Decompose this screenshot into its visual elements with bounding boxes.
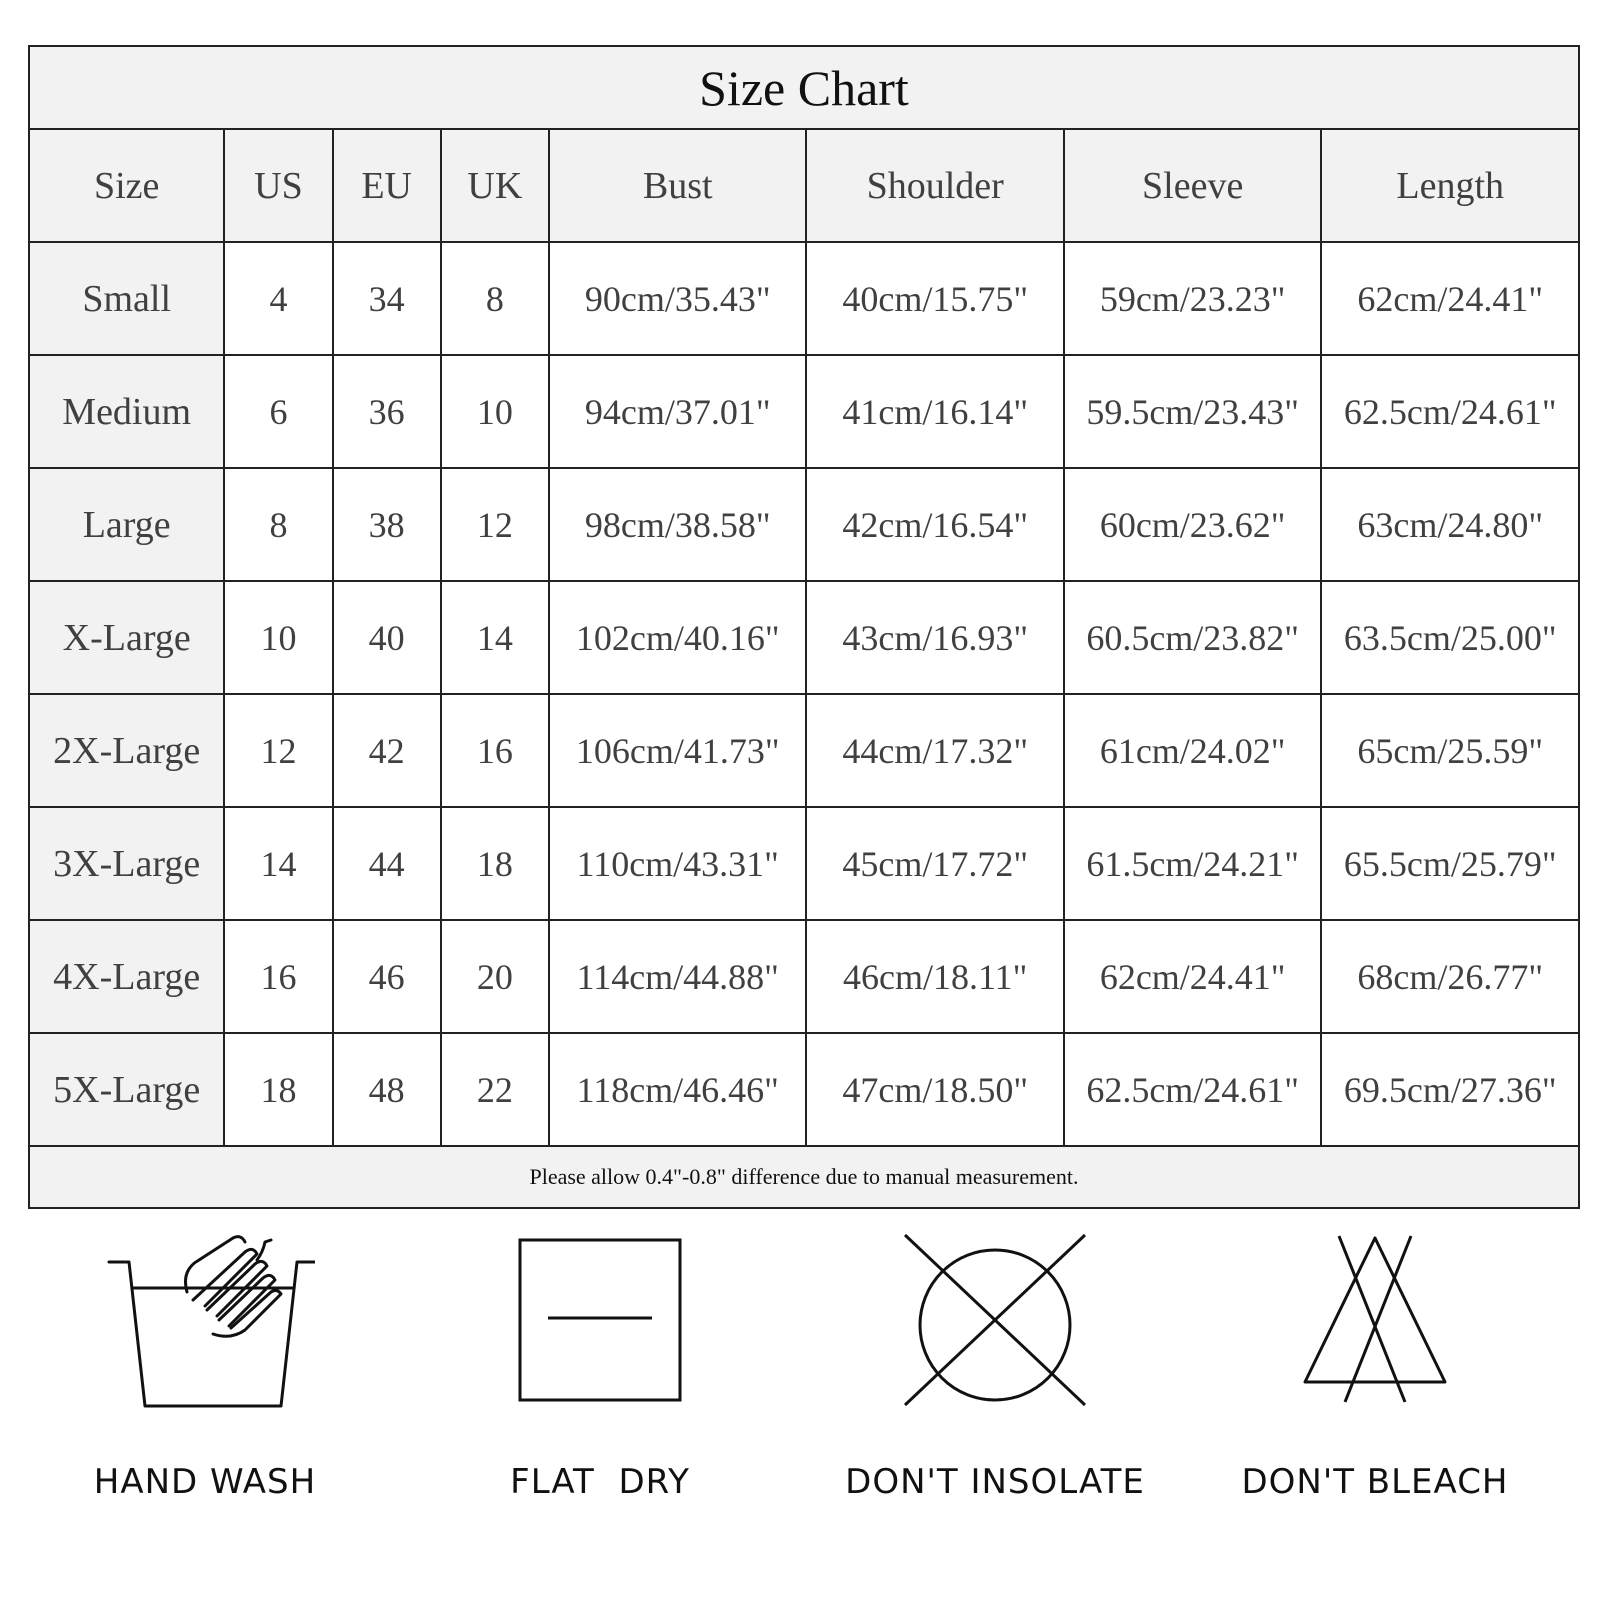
- measurement-note: Please allow 0.4"-0.8" difference due to manual measurement.: [29, 1146, 1579, 1208]
- sleeve-cell: 62cm/24.41": [1064, 920, 1321, 1033]
- us-cell: 14: [224, 807, 332, 920]
- eu-cell: 34: [333, 242, 441, 355]
- care-dont-bleach: [1205, 1230, 1545, 1550]
- care-flat-dry: [430, 1230, 770, 1550]
- us-cell: 8: [224, 468, 332, 581]
- table-row: [29, 807, 1579, 920]
- table-row: [29, 920, 1579, 1033]
- bust-cell: 102cm/40.16": [549, 581, 806, 694]
- us-cell: 4: [224, 242, 332, 355]
- uk-cell: 8: [441, 242, 549, 355]
- size-chart-table: [28, 45, 1580, 1209]
- length-cell: 63.5cm/25.00": [1321, 581, 1579, 694]
- care-label-hand-wash: HAND WASH: [93, 1462, 317, 1502]
- length-cell: 65.5cm/25.79": [1321, 807, 1579, 920]
- eu-cell: 36: [333, 355, 441, 468]
- size-cell: Medium: [29, 355, 224, 468]
- bust-cell: 110cm/43.31": [549, 807, 806, 920]
- shoulder-cell: 43cm/16.93": [806, 581, 1063, 694]
- size-chart-title: Size Chart: [29, 46, 1579, 129]
- uk-cell: 16: [441, 694, 549, 807]
- header-us: US: [224, 129, 332, 242]
- table-row: [29, 355, 1579, 468]
- eu-cell: 48: [333, 1033, 441, 1146]
- us-cell: 12: [224, 694, 332, 807]
- sleeve-cell: 62.5cm/24.61": [1064, 1033, 1321, 1146]
- uk-cell: 10: [441, 355, 549, 468]
- size-cell: 5X-Large: [29, 1033, 224, 1146]
- sleeve-cell: 60cm/23.62": [1064, 468, 1321, 581]
- care-dont-insolate: [825, 1230, 1165, 1550]
- size-cell: 2X-Large: [29, 694, 224, 807]
- shoulder-cell: 40cm/15.75": [806, 242, 1063, 355]
- care-label-dont-bleach: DON'T BLEACH: [1241, 1462, 1509, 1502]
- bust-cell: 118cm/46.46": [549, 1033, 806, 1146]
- shoulder-cell: 47cm/18.50": [806, 1033, 1063, 1146]
- us-cell: 10: [224, 581, 332, 694]
- care-hand-wash: [35, 1230, 375, 1550]
- eu-cell: 38: [333, 468, 441, 581]
- header-eu: EU: [333, 129, 441, 242]
- note-row: [29, 1146, 1579, 1208]
- us-cell: 18: [224, 1033, 332, 1146]
- uk-cell: 20: [441, 920, 549, 1033]
- length-cell: 69.5cm/27.36": [1321, 1033, 1579, 1146]
- sleeve-cell: 61cm/24.02": [1064, 694, 1321, 807]
- bust-cell: 98cm/38.58": [549, 468, 806, 581]
- length-cell: 65cm/25.59": [1321, 694, 1579, 807]
- shoulder-cell: 46cm/18.11": [806, 920, 1063, 1033]
- table-row: [29, 1033, 1579, 1146]
- eu-cell: 44: [333, 807, 441, 920]
- sleeve-cell: 60.5cm/23.82": [1064, 581, 1321, 694]
- uk-cell: 14: [441, 581, 549, 694]
- header-length: Length: [1321, 129, 1579, 242]
- length-cell: 63cm/24.80": [1321, 468, 1579, 581]
- eu-cell: 42: [333, 694, 441, 807]
- header-size: Size: [29, 129, 224, 242]
- sleeve-cell: 59.5cm/23.43": [1064, 355, 1321, 468]
- title-row: [29, 46, 1579, 129]
- size-cell: 4X-Large: [29, 920, 224, 1033]
- size-cell: 3X-Large: [29, 807, 224, 920]
- uk-cell: 22: [441, 1033, 549, 1146]
- dont-insolate-icon: [895, 1230, 1095, 1420]
- size-cell: Small: [29, 242, 224, 355]
- bust-cell: 106cm/41.73": [549, 694, 806, 807]
- size-cell: Large: [29, 468, 224, 581]
- flat-dry-icon: [510, 1230, 690, 1410]
- shoulder-cell: 45cm/17.72": [806, 807, 1063, 920]
- header-sleeve: Sleeve: [1064, 129, 1321, 242]
- eu-cell: 40: [333, 581, 441, 694]
- hand-wash-icon: [95, 1230, 315, 1430]
- sleeve-cell: 61.5cm/24.21": [1064, 807, 1321, 920]
- header-uk: UK: [441, 129, 549, 242]
- header-bust: Bust: [549, 129, 806, 242]
- dont-bleach-icon: [1295, 1230, 1455, 1410]
- header-shoulder: Shoulder: [806, 129, 1063, 242]
- care-label-flat-dry: FLAT DRY: [510, 1462, 690, 1502]
- table-row: [29, 242, 1579, 355]
- table-row: [29, 581, 1579, 694]
- uk-cell: 12: [441, 468, 549, 581]
- table-row: [29, 694, 1579, 807]
- us-cell: 16: [224, 920, 332, 1033]
- length-cell: 68cm/26.77": [1321, 920, 1579, 1033]
- us-cell: 6: [224, 355, 332, 468]
- bust-cell: 90cm/35.43": [549, 242, 806, 355]
- length-cell: 62.5cm/24.61": [1321, 355, 1579, 468]
- bust-cell: 114cm/44.88": [549, 920, 806, 1033]
- length-cell: 62cm/24.41": [1321, 242, 1579, 355]
- shoulder-cell: 41cm/16.14": [806, 355, 1063, 468]
- uk-cell: 18: [441, 807, 549, 920]
- table-row: [29, 468, 1579, 581]
- shoulder-cell: 44cm/17.32": [806, 694, 1063, 807]
- care-label-dont-insolate: DON'T INSOLATE: [845, 1462, 1145, 1502]
- header-row: [29, 129, 1579, 242]
- shoulder-cell: 42cm/16.54": [806, 468, 1063, 581]
- eu-cell: 46: [333, 920, 441, 1033]
- bust-cell: 94cm/37.01": [549, 355, 806, 468]
- size-cell: X-Large: [29, 581, 224, 694]
- sleeve-cell: 59cm/23.23": [1064, 242, 1321, 355]
